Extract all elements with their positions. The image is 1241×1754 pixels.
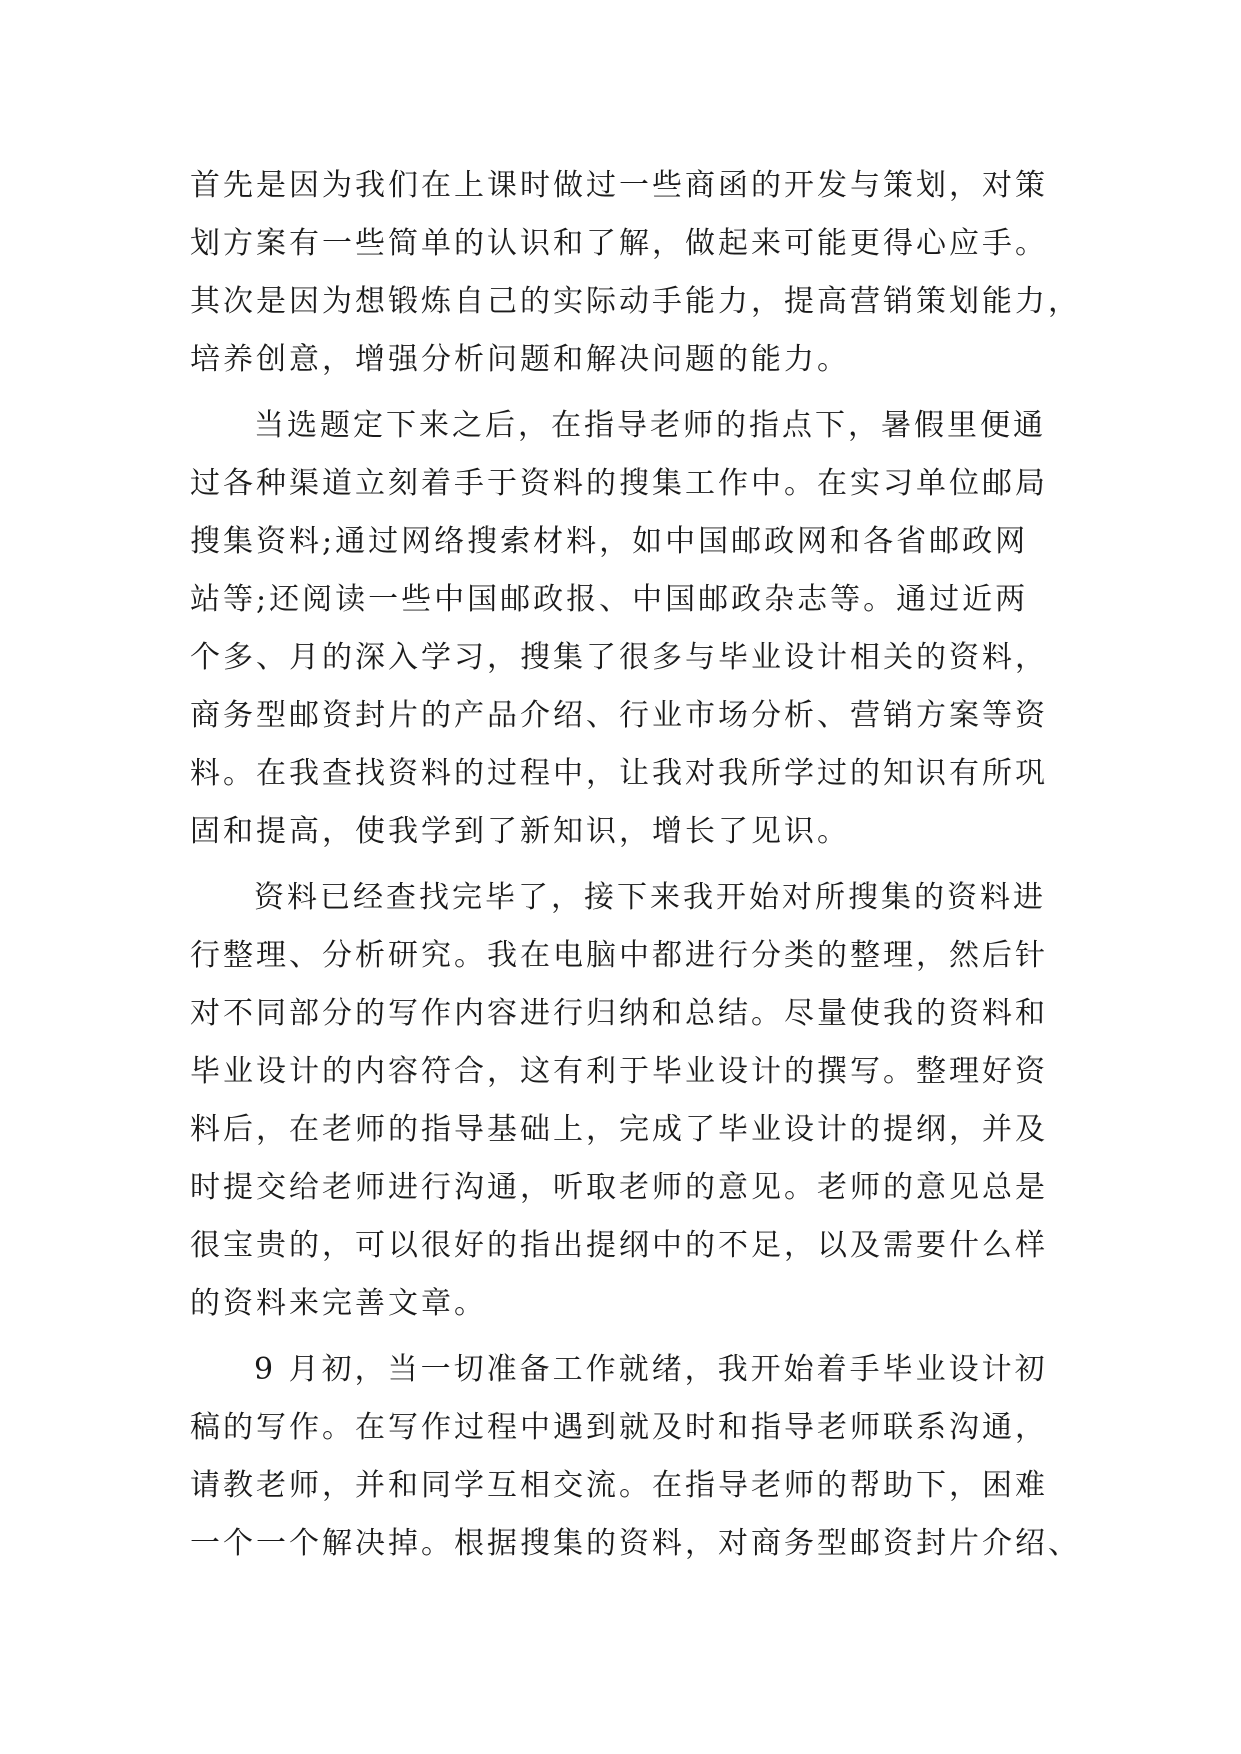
- text-line: 毕业设计的内容符合，这有利于毕业设计的撰写。整理好资: [190, 1054, 1048, 1089]
- paragraph: [190, 157, 1090, 389]
- text-line: 很宝贵的，可以很好的指出提纲中的不足，以及需要什么样: [190, 1228, 1048, 1263]
- text-line: 首先是因为我们在上课时做过一些商函的开发与策划，对策: [190, 168, 1048, 203]
- text-line: 时提交给老师进行沟通，听取老师的意见。老师的意见总是: [190, 1170, 1048, 1205]
- text-line: 请教老师，并和同学互相交流。在指导老师的帮助下，困难: [190, 1468, 1048, 1503]
- text-line: 对不同部分的写作内容进行归纳和总结。尽量使我的资料和: [190, 996, 1048, 1031]
- text-line: 培养创意，增强分析问题和解决问题的能力。: [190, 342, 850, 377]
- paragraph: [190, 869, 1090, 1333]
- text-line: 搜集资料;通过网络搜索材料，如中国邮政网和各省邮政网: [190, 524, 1029, 559]
- text-line: 料后，在老师的指导基础上，完成了毕业设计的提纲，并及: [190, 1112, 1048, 1147]
- text-line: 9 月初，当一切准备工作就绪，我开始着手毕业设计初: [254, 1352, 1048, 1387]
- text-line: 其次是因为想锻炼自己的实际动手能力，提高营销策划能力，: [190, 284, 1081, 319]
- paragraph-gap: [190, 1333, 1090, 1341]
- body-text: [190, 157, 1090, 1573]
- text-line: 个多、月的深入学习，搜集了很多与毕业设计相关的资料，: [190, 640, 1048, 675]
- text-line: 行整理、分析研究。我在电脑中都进行分类的整理，然后针: [190, 938, 1048, 973]
- text-line: 资料已经查找完毕了，接下来我开始对所搜集的资料进: [254, 880, 1046, 915]
- text-line: 当选题定下来之后，在指导老师的指点下，暑假里便通: [254, 408, 1046, 443]
- text-line: 划方案有一些简单的认识和了解，做起来可能更得心应手。: [190, 226, 1048, 261]
- text-line: 固和提高，使我学到了新知识，增长了见识。: [190, 814, 850, 849]
- paragraph: [190, 397, 1090, 861]
- paragraph-gap: [190, 861, 1090, 869]
- paragraph: [190, 1341, 1090, 1573]
- paragraph-gap: [190, 389, 1090, 397]
- text-line: 一个一个解决掉。根据搜集的资料，对商务型邮资封片介绍、: [190, 1526, 1081, 1561]
- text-line: 商务型邮资封片的产品介绍、行业市场分析、营销方案等资: [190, 698, 1048, 733]
- text-line: 的资料来完善文章。: [190, 1286, 487, 1321]
- text-line: 站等;还阅读一些中国邮政报、中国邮政杂志等。通过近两: [190, 582, 1029, 617]
- text-line: 过各种渠道立刻着手于资料的搜集工作中。在实习单位邮局: [190, 466, 1048, 501]
- text-line: 料。在我查找资料的过程中，让我对我所学过的知识有所巩: [190, 756, 1048, 791]
- text-line: 稿的写作。在写作过程中遇到就及时和指导老师联系沟通，: [190, 1410, 1048, 1445]
